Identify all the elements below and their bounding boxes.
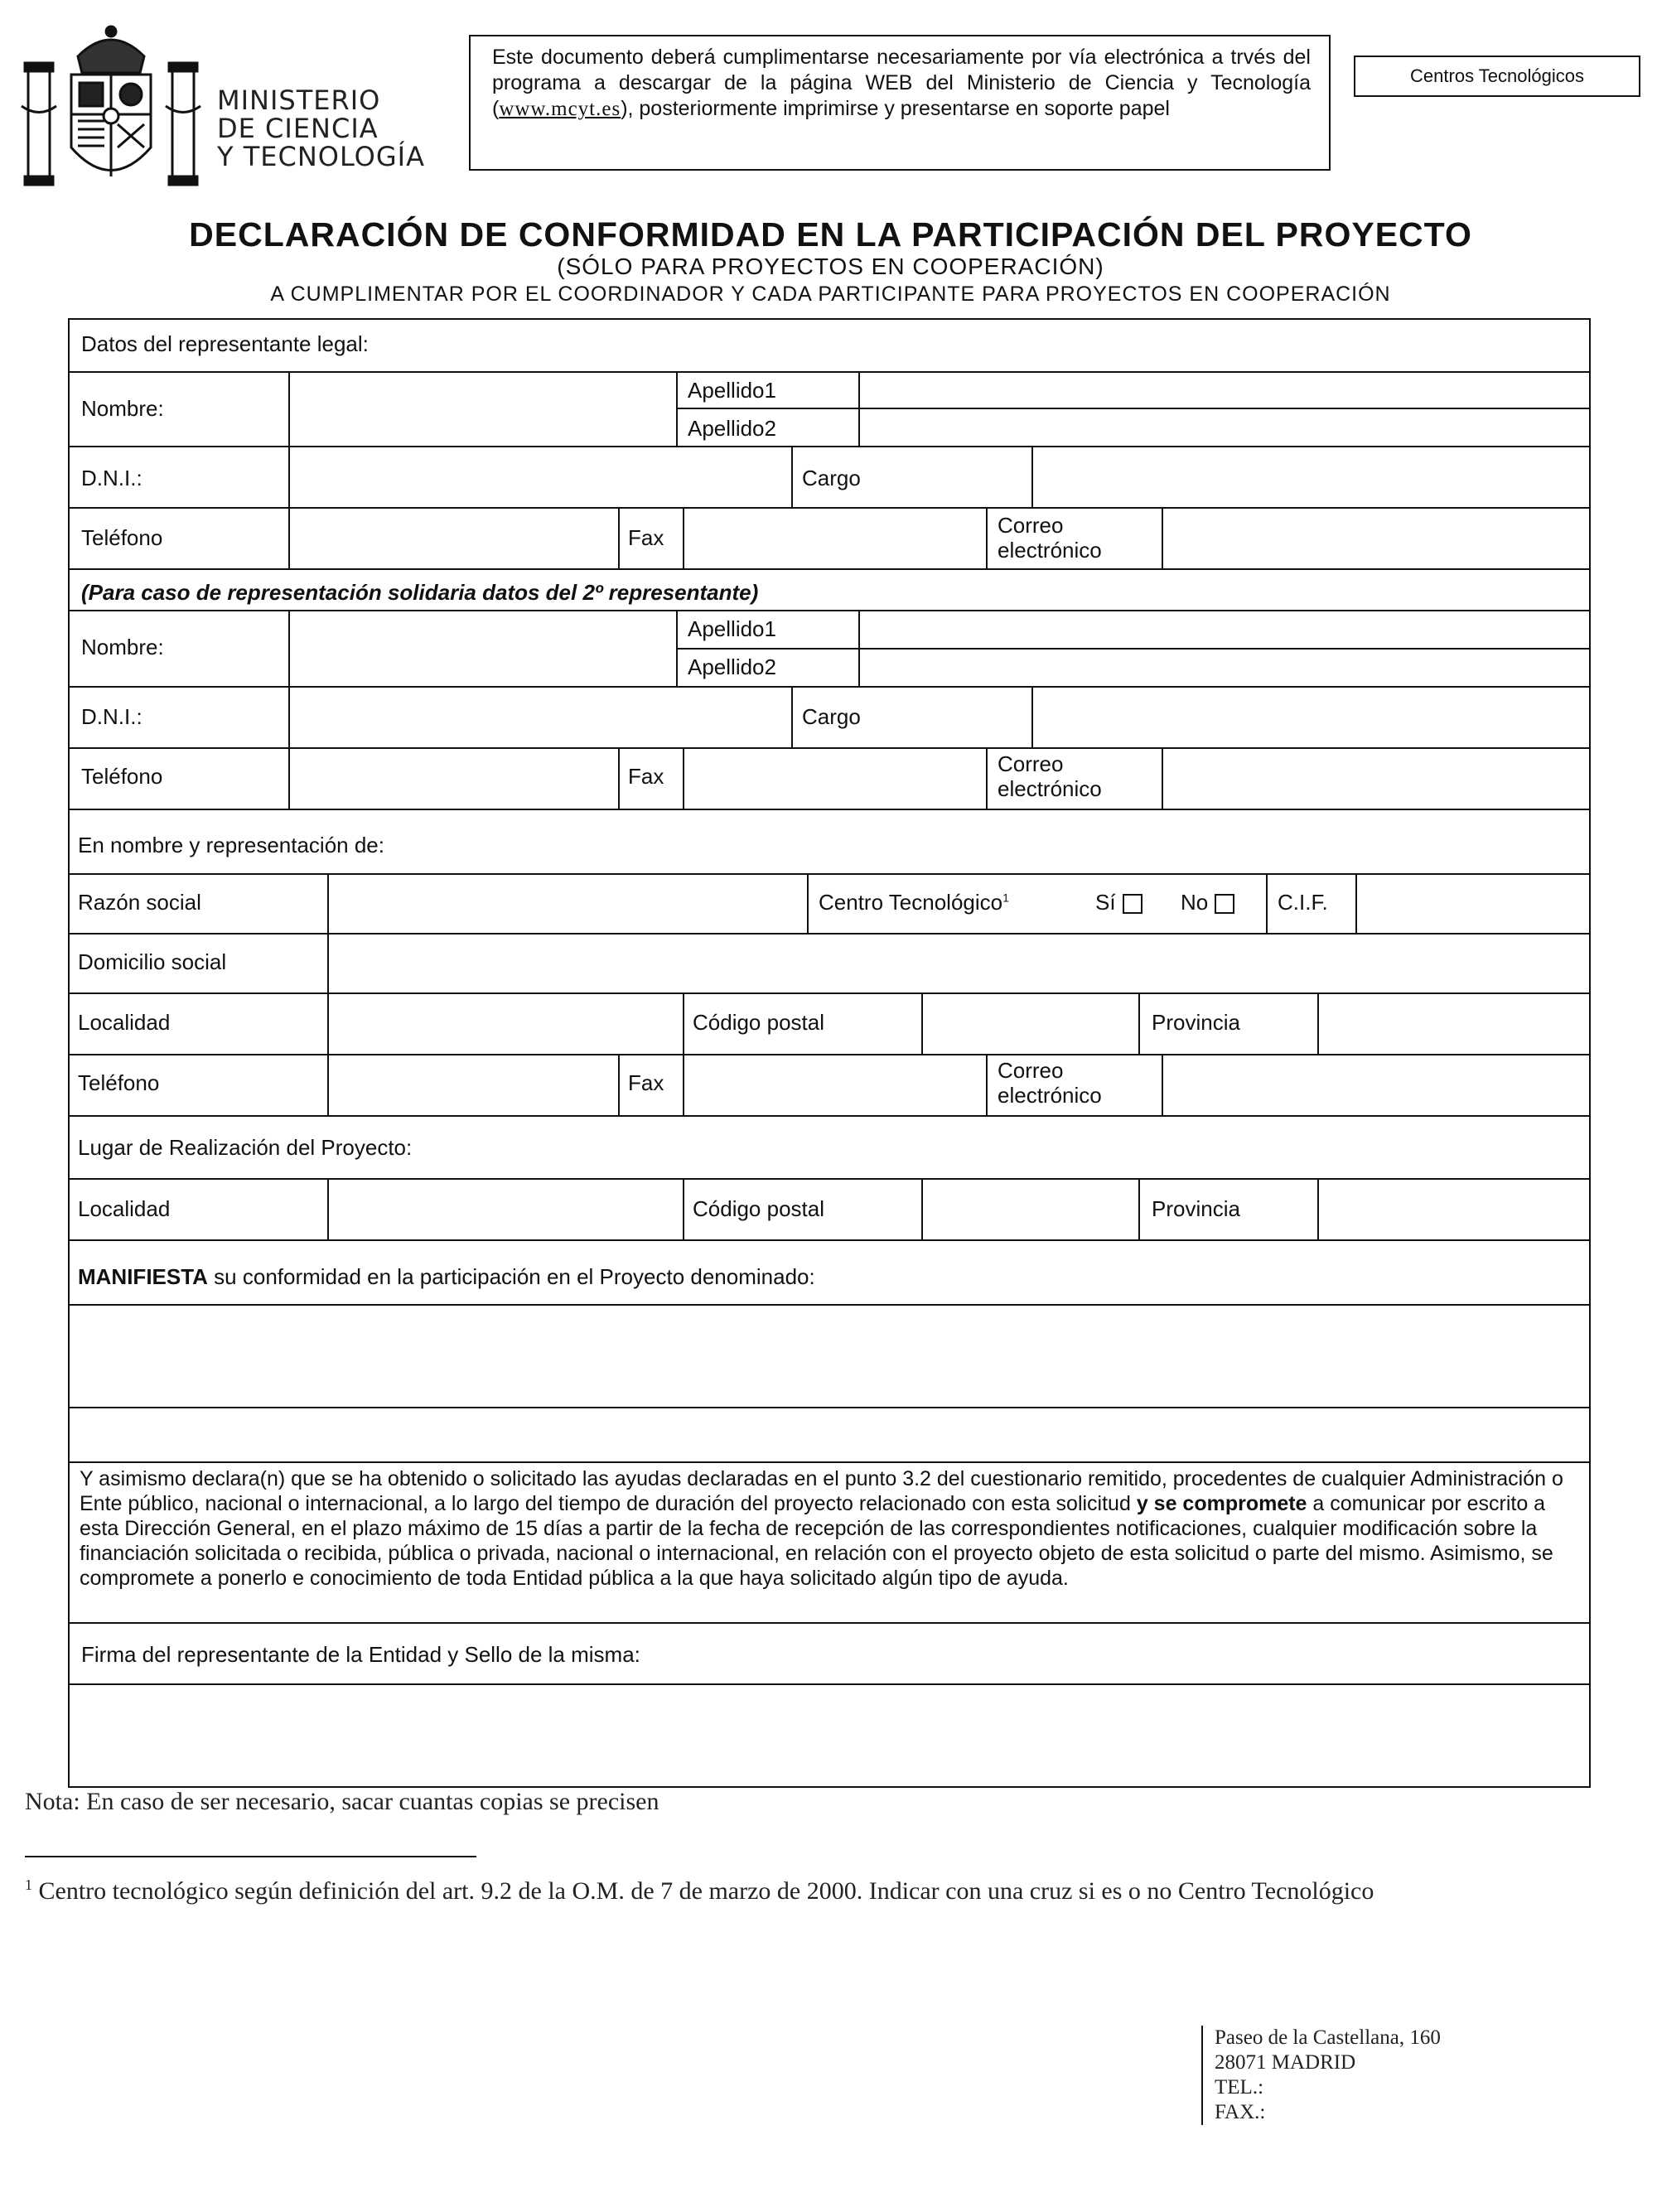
rep2-correo-line2: electrónico bbox=[998, 776, 1102, 801]
place-provincia-label: Provincia bbox=[1152, 1196, 1240, 1221]
footnote-text: Centro tecnológico según definición del art. 9.2 de la O.M. de 7 de marzo de 2000. Indicar con una cruz si es o no Centro Tecnológico bbox=[32, 1877, 1374, 1905]
rep2-correo-label bbox=[998, 751, 1102, 801]
address-city: 28071 MADRID bbox=[1215, 2051, 1356, 2074]
rep1-fax-label: Fax bbox=[628, 525, 664, 550]
signature-label: Firma del representante de la Entidad y Sello de la misma: bbox=[81, 1642, 640, 1667]
entity-telefono-field[interactable] bbox=[331, 1055, 616, 1113]
rep1-correo-line1: Correo bbox=[998, 513, 1064, 538]
rep1-dni-label: D.N.I.: bbox=[81, 466, 143, 490]
footnote bbox=[25, 1868, 1599, 1908]
rep2-fax-label: Fax bbox=[628, 764, 664, 789]
rep1-nombre-field[interactable] bbox=[292, 374, 673, 444]
declaration-paragraph bbox=[80, 1466, 1579, 1591]
entity-correo-field[interactable] bbox=[1165, 1055, 1587, 1113]
footnote-divider bbox=[25, 1856, 476, 1857]
rep2-nombre-label: Nombre: bbox=[81, 635, 164, 659]
rep1-telefono-label: Teléfono bbox=[81, 525, 163, 550]
ministry-name bbox=[217, 86, 425, 171]
rep2-telefono-label: Teléfono bbox=[81, 764, 163, 789]
rep2-apellido2-label: Apellido2 bbox=[688, 654, 776, 679]
no-label: No bbox=[1181, 890, 1209, 915]
entity-fax-field[interactable] bbox=[686, 1055, 984, 1113]
rep1-apellido2-label: Apellido2 bbox=[688, 416, 776, 441]
rep2-apellido1-label: Apellido1 bbox=[688, 616, 776, 641]
razon-social-label: Razón social bbox=[78, 890, 201, 915]
office-address bbox=[1201, 2026, 1441, 2125]
footnote-mark: 1 bbox=[25, 1876, 32, 1893]
entity-correo-line1: Correo bbox=[998, 1058, 1064, 1083]
razon-social-field[interactable] bbox=[331, 875, 805, 931]
domicilio-social-field[interactable] bbox=[331, 935, 1587, 991]
place-localidad-field[interactable] bbox=[331, 1180, 681, 1238]
rep1-nombre-label: Nombre: bbox=[81, 396, 164, 421]
address-street: Paseo de la Castellana, 160 bbox=[1215, 2026, 1441, 2049]
notice-text-before: Este documento deberá cumplimentarse necesariamente por vía electrónica a trvés del programa a descargar de la página WEB del Ministerio de Ciencia y Tecnología ( bbox=[492, 46, 1311, 120]
domicilio-social-label: Domicilio social bbox=[78, 949, 227, 974]
centro-tecnologico-footnote-mark: 1 bbox=[1002, 891, 1009, 905]
rep2-section-heading: (Para caso de representación solidaria datos del 2º representante) bbox=[81, 580, 759, 605]
entity-section-heading: En nombre y representación de: bbox=[78, 833, 384, 857]
no-option bbox=[1181, 890, 1234, 915]
entity-correo-label bbox=[998, 1058, 1102, 1108]
rep1-correo-line2: electrónico bbox=[998, 538, 1102, 563]
rep2-correo-line1: Correo bbox=[998, 751, 1064, 776]
rep1-telefono-field[interactable] bbox=[292, 509, 616, 567]
rep1-cargo-label: Cargo bbox=[802, 466, 861, 490]
entity-correo-line2: electrónico bbox=[998, 1083, 1102, 1108]
place-codigo-postal-label: Código postal bbox=[693, 1196, 824, 1221]
project-name-field-2[interactable] bbox=[71, 1408, 1587, 1460]
rep1-correo-label bbox=[998, 513, 1102, 563]
rep1-section-heading: Datos del representante legal: bbox=[81, 331, 369, 356]
signature-field[interactable] bbox=[71, 1685, 1587, 1785]
rep1-apellido1-label: Apellido1 bbox=[688, 378, 776, 403]
notice-text-after: ), posteriormente imprimirse y presentarse en soporte papel bbox=[621, 97, 1170, 120]
manifiesta-label bbox=[78, 1264, 815, 1290]
entity-telefono-label: Teléfono bbox=[78, 1070, 160, 1095]
si-checkbox[interactable] bbox=[1123, 894, 1143, 914]
rep2-nombre-field[interactable] bbox=[292, 613, 673, 684]
cif-label: C.I.F. bbox=[1278, 890, 1328, 915]
cif-field[interactable] bbox=[1359, 875, 1587, 931]
entity-localidad-label: Localidad bbox=[78, 1010, 171, 1035]
rep2-apellido1-field[interactable] bbox=[862, 611, 1587, 646]
si-label: Sí bbox=[1095, 890, 1116, 915]
rep1-dni-field[interactable] bbox=[292, 447, 789, 505]
declaration-text-2: a comunicar por escrito a esta Dirección General, en el plazo máximo de 15 días a partir de la fecha de recepción de las correspondientes notificaciones, cualquier modificación sobre la financiación solicitada o recibida, pública o privada, nacional o internacional, en relación con el proyecto objeto de esta solicitud o parte del mismo. Asimismo, se compromete a ponerlo e conocimiento de toda Entidad pública a la que haya solicitado algún tipo de ayuda. bbox=[80, 1492, 1553, 1590]
place-localidad-label: Localidad bbox=[78, 1196, 171, 1221]
page-subtitle: (SÓLO PARA PROYECTOS EN COOPERACIÓN) bbox=[557, 254, 1104, 279]
rep1-correo-field[interactable] bbox=[1165, 509, 1587, 567]
program-tag: Centros Tecnológicos bbox=[1354, 56, 1640, 97]
rep1-apellido2-field[interactable] bbox=[862, 409, 1587, 444]
rep1-fax-field[interactable] bbox=[686, 509, 984, 567]
rep2-correo-field[interactable] bbox=[1165, 749, 1587, 807]
ministry-website-link[interactable]: www.mcyt.es bbox=[499, 98, 621, 120]
centro-tecnologico-label bbox=[819, 890, 1009, 915]
coat-of-arms-logo bbox=[20, 23, 202, 197]
no-checkbox[interactable] bbox=[1215, 894, 1234, 914]
page-title: DECLARACIÓN DE CONFORMIDAD EN LA PARTICIPACIÓN DEL PROYECTO bbox=[189, 215, 1472, 254]
rep2-apellido2-field[interactable] bbox=[862, 650, 1587, 684]
ministry-line-3: Y TECNOLOGÍA bbox=[217, 141, 425, 172]
declaration-text-1: Y asimismo declara(n) que se ha obtenido o solicitado las ayudas declaradas en el punto 3.2 del cuestionario remitido, procedentes de cualquier Administración o Ente público, nacional o internacional, a lo largo del tiempo de duración del proyecto relacionado con esta solicitud bbox=[80, 1467, 1563, 1515]
entity-codigo-postal-label: Código postal bbox=[693, 1010, 824, 1035]
entity-localidad-field[interactable] bbox=[331, 994, 681, 1052]
si-option bbox=[1095, 890, 1143, 915]
place-section-heading: Lugar de Realización del Proyecto: bbox=[78, 1135, 413, 1160]
rep2-fax-field[interactable] bbox=[686, 749, 984, 807]
entity-codigo-postal-field[interactable] bbox=[925, 994, 1137, 1052]
entity-provincia-label: Provincia bbox=[1152, 1010, 1240, 1035]
form-instruction: A CUMPLIMENTAR POR EL COORDINADOR Y CADA PARTICIPANTE PARA PROYECTOS EN COOPERACIÓN bbox=[270, 283, 1391, 306]
copies-note: Nota: En caso de ser necesario, sacar cuantas copias se precisen bbox=[25, 1788, 659, 1815]
place-codigo-postal-field[interactable] bbox=[925, 1180, 1137, 1238]
rep2-cargo-label: Cargo bbox=[802, 704, 861, 729]
centro-tecnologico-text: Centro Tecnológico bbox=[819, 890, 1003, 915]
manifiesta-keyword: MANIFIESTA bbox=[78, 1264, 208, 1289]
place-provincia-field[interactable] bbox=[1321, 1180, 1587, 1238]
project-name-field[interactable] bbox=[71, 1306, 1587, 1405]
rep2-dni-label: D.N.I.: bbox=[81, 704, 143, 729]
address-fax: FAX.: bbox=[1215, 2101, 1266, 2123]
electronic-submission-notice bbox=[469, 35, 1331, 171]
rep1-apellido1-field[interactable] bbox=[862, 373, 1587, 406]
entity-fax-label: Fax bbox=[628, 1070, 664, 1095]
entity-provincia-field[interactable] bbox=[1321, 994, 1587, 1052]
ministry-line-2: DE CIENCIA bbox=[217, 113, 379, 144]
rep2-dni-field[interactable] bbox=[292, 688, 789, 746]
rep1-cargo-field[interactable] bbox=[1035, 447, 1587, 505]
declaration-commitment: y se compromete bbox=[1136, 1492, 1307, 1515]
rep2-telefono-field[interactable] bbox=[292, 749, 616, 807]
manifiesta-text: su conformidad en la participación en el Proyecto denominado: bbox=[207, 1264, 815, 1289]
rep2-cargo-field[interactable] bbox=[1035, 688, 1587, 746]
address-tel: TEL.: bbox=[1215, 2076, 1264, 2099]
ministry-line-1: MINISTERIO bbox=[217, 85, 381, 116]
